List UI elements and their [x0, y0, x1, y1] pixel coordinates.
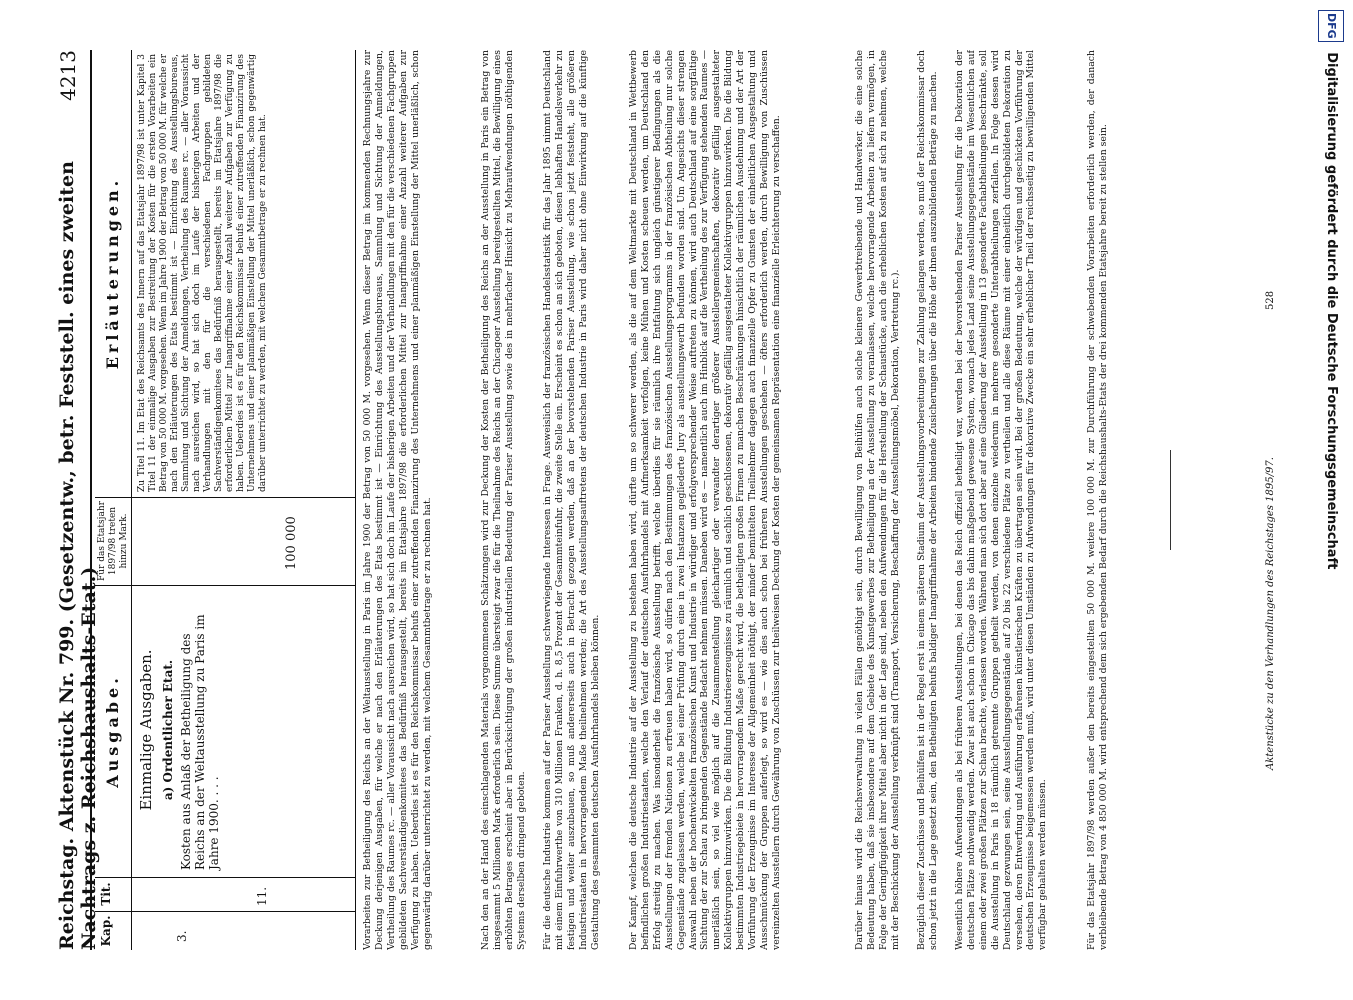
section-title: Einmalige Ausgaben.	[137, 649, 155, 811]
kap-value: 3.	[175, 930, 189, 942]
item-description: Kosten aus Anlaß der Betheiligung des Reichs an der Weltausstellung zu Paris im Jahre 1900. . . .	[179, 614, 221, 870]
subsection-title: a) Ordentlicher Etat.	[161, 659, 175, 801]
col-divider	[95, 877, 355, 878]
body-paragraph: Für das Etatsjahr 1897/98 werden außer den bereits eingestellten 50 000 M. weitere 100 000 M. zur Durchführung der schwebenden Vorarbeiten erforderlich werden, der danach verbleibende Betrag von 4 850 000 M. wird entsprechend dem sich ergebenden Bedarf durch die Reichshaushalts-Etats der drei kommenden Etatsjahre bereit zu stellen sein.	[1086, 50, 1109, 950]
col-erl-header: Erläuterungen.	[103, 176, 122, 370]
col-tit-header: Tit.	[99, 882, 113, 906]
footer-page: 528	[1265, 290, 1276, 310]
amount-value: 100 000	[284, 516, 299, 570]
page-header	[50, 50, 100, 950]
body-paragraph: Vorarbeiten zur Betheiligung des Reichs an der Weltausstellung in Paris im Jahre 1900 der Betrag von 50 000 M. vorgesehen. Wenn dieser Betrag im kommenden Rechnungsjahre zur Deckung derjenigen Ausgaben, für welche er nach den Erläuterungen des Etats bestimmt ist — Einrichtung des Ausstellungsbureaus, Sammlung und Sichtung der Anmeldungen, Vertheilung des Raumes rc. — aller Voraussicht nach ausreichen wird, so hat sich doch im Laufe der bisherigen Arbeiten und der Verhandlungen mit den für die verschiedenen Fachgruppen gebildeten Sachverständigenkomitees das Bedürfniß herausgestellt, bereits im Etatsjahre 1897/98 die erforderlichen Mittel zur Inangriffnahme einer Anzahl weiterer Aufgaben zur Verfügung zu haben. Ueberdies ist es für den Reichskommissar behufs einer zutreffenden Finanzirung des Unternehmens und einer planmäßigen Einstellung der Mittel unerläßlich, schon gegenwärtig darüber unterrichtet zu werden, mit welchem Gesammtbetrage er zu rechnen hat.	[362, 50, 433, 950]
tit-value: 11.	[255, 886, 269, 906]
dfg-credit-bar	[1318, 10, 1344, 990]
body-paragraph: Darüber hinaus wird die Reichsverwaltung in vielen Fällen genöthigt sein, durch Bewilligung von Beihülfen auch solche kleinere Gewerbtreibende und Handwerker, die eine solche Bedeutung haben, daß sie insbesondere auf dem Gebiete des Kunstgewerbes zur Betheiligung an der Ausstellung zu veranlassen, welche hervorragende Arbeiten zu liefern vermögen, in Folge der Geringfügigkeit ihrer Mittel aber nicht in der Lage sind, neben den Aufwendungen für die Herstellung der Schaustücke, auch die erheblichen Kosten auf sich zu nehmen, welche mit der Beschickung der Ausstellung verknüpft sind (Transport, Versicherung, Beschaffung der Ausstellungsmöbel, Dekoration, Vertretung rc.).	[854, 50, 901, 950]
body-paragraph: Der Kampf, welchen die deutsche Industrie auf der Ausstellung zu bestehen haben wird, dürfte um so schwerer werden, als die auf dem Weltmarkte mit Deutschland in Wettbewerb befindlichen großen Industriestaaten, welche den Verlauf der deutschen Ausfuhrhandels mit Aufmerksamkeit verfolgen, keine Mühen und Kosten scheuen werden, um Deutschland den Erfolg streitig zu machen. Was insonderheit die französische Ausstellung betrifft, welche überdies für sie räumlich ihre Entfaltung sich ungleich günstigerer Bedingungen als die Ausstellungen der fremden Nationen zu erfreuen haben wird, so dürfen nach den Bestimmungen des französischen Ausstellungsprogramms in der französischen Abtheilung nur solche Gegenstände zugelassen werden, welche bei einer Prüfung durch eine in zwei Instanzen gegliederte Jury als ausstellungswerth befunden worden sind. Um Angesichts dieser strengen Auswahl neben der hochentwickelten französischen Kunst und Industrie in würdiger und erfolgversprechender Weise auftreten zu können, wird auch Deutschland auf eine sorgfältige Sichtung der zur Schau zu bringenden Gegenstände Bedacht nehmen müssen. Daneben wird es — namentlich auch im Hinblick auf die Vertheilung des zur Verfügung stehenden Raumes — unerläßlich sein, so viel wie möglich auf die Zusammenstellung gleichartiger oder verwandter derartiger größerer Ausstellergemeinschaften, dekorativ gefällig ausgestalteter Kollektivgruppen hinzuwirken. Die die Bildung Industrieerzeugnisse zu räumlich und sachlich geschlossenen, dekorativ gefällig ausgestalteter Kollektivgruppen hinzuwirken. Die die Bildung bestimmten Industriegebiete in hervorragendem Maße gerecht wird, die betheiligten großen Firmen zu manchen Beschränkungen hinsichtlich der räumlichen Ausdehnung und der Art der Vorführung der Erzeugnisse im Interesse der Allgemeinheit nöthigt, der minder bemittelten Theilnehmer dagegen auch finanzielle Opfer zu Gunsten der einheitlichen Ausgestaltung und Ausschmückung der Gruppen auferlegt, so wird es — wie dies auch schon bei früheren Ausstellungen geschehen — öfters erforderlich werden, durch Bewilligung von Zuschüssen vereinzelten Ausstellern durch Gewährung von Zuschüssen zur theilweisen Deckung der Kosten der gemeinsamen Repräsentation eine finanzielle Erleichterung zu verschaffen.	[628, 50, 782, 950]
dfg-logo: DFG	[1318, 10, 1344, 42]
body-paragraph: Wesentlich höhere Aufwendungen als bei früheren Ausstellungen, bei denen das Reich offiziell betheiligt war, werden bei der bevorstehenden Pariser Ausstellung für die Dekoration der deutschen Plätze nothwendig werden. Zwar ist auch schon in Chicago das bis dahin maßgebend gewesene System, wonach jedes Land seine Ausstellungsgegenstände im Wesentlichen auf einem oder zwei großen Plätzen zur Schau brachte, verlassen worden. Während man sich dort aber auf eine Gliederung der Ausstellung in 13 gesonderte Fachabtheilungen beschränkte, soll die Ausstellung in Paris in 18 räumlich getrennte Gruppen getheilt werden, von denen einzelne wiederum in mehrere gesonderte Unterabtheilungen zerfallen. In Folge dessen wird Deutschland gezwungen sein, seine Ausstellungsgegenstände auf 20 bis 22 verschiedene Plätze zu vertheilen und alle diese Räume mit einer einheitlich durchgebildeten Dekoration zu versehen, deren Entwerfung und Ausführung erfahrenen künstlerischen Kräften zu übertragen sein wird. Bei der großen Bedeutung, welche der würdigen und geschickten Vorführung der deutschen Erzeugnisse beigemessen werden muß, wird unter diesen Umständen zu Aufwendungen für dekorative Zwecke ein sehr erheblicher Theil der reichsseitig zu bewilligenden Mittel verfügbar gehalten werden müssen.	[954, 50, 1049, 950]
col-mark-header: Für das Etatsjahr 1897/98 treten hinzu Mark.	[97, 501, 129, 581]
col-kap-header: Kap.	[99, 915, 113, 947]
document-page	[50, 50, 1300, 950]
budget-table	[95, 50, 355, 950]
page-separator	[1170, 450, 1171, 550]
col-divider	[95, 911, 355, 912]
header-title: Reichstag. Aktenstück Nr. 799. (Gesetzentw., betr. Feststell. eines zweiten Nachtrags z. Reichshaushalts-Etat.)	[56, 161, 100, 950]
dfg-credit-text: Digitalisierung gefördert durch die Deutsche Forschungsgemeinschaft	[1324, 52, 1339, 570]
col-divider	[95, 585, 355, 586]
header-rule	[90, 50, 92, 950]
footer-left: Aktenstücke zu den Verhandlungen des Reichstages 1895/97.	[1265, 457, 1276, 770]
body-paragraph: Bezüglich dieser Zuschüsse und Beihülfen ist in der Regel erst in einem späteren Stadium der Ausstellungsvorbereitungen zur Zahlung gelangen werden, so muß der Reichskommissar doch schon jetzt in die Lage gesetzt sein, den Betheiligten behufs baldiger Inangriffnahme der Arbeiten bindende Zusicherungen über die Höhe der ihnen auszubildenden Beträge zu machen.	[916, 50, 939, 950]
body-paragraph: Für die deutsche Industrie kommen auf der Pariser Ausstellung schwerwiegende Interessen in Frage. Ausweislich der französischen Handelsstatistik für das Jahr 1895 nimmt Deutschland mit einem Einfuhrwerthe von 310 Millionen Franken, d. h. 8,5 Prozent der Gesammteinfuhr, die zweite Stelle ein. Erscheint es schon an sich geboten, diesen lebhaften Handelsverkehr zu festigen und weiter auszubauen, so muß andererseits auch in Betracht gezogen werden, daß an der bevorstehenden Pariser Ausstellung, wie schon jetzt feststeht, alle größeren Industriestaaten in hervorragendem Maße theilnehmen werden; die Art des Ausstellungsauftretens der deutschen Industrie in Paris wird daher nicht ohne Einwirkung auf die künftige Gestaltung des gesammten deutschen Ausfuhrhandels bleiben können.	[542, 50, 601, 950]
body-paragraph: Nach den an der Hand des einschlagenden Materials vorgenommenen Schätzungen wird zur Deckung der Kosten der Betheiligung des Reichs an der Ausstellung in Paris ein Betrag von insgesammt 5 Millionen Mark erforderlich sein. Diese Summe übersteigt zwar die für die Theilnahme des Reichs an der Chicagoer Ausstellung bereitgestellten Mittel, die Bewilligung eines erhöhten Betrages erscheint aber in Berücksichtigung der großen industriellen Bedeutung der Pariser Ausstellung sowie des in mehrfacher Hinsicht zu Mehraufwendungen nöthigenden Systems derselben dringend geboten.	[480, 50, 527, 950]
table-header-rule	[131, 50, 132, 950]
explanation-text: Zu Titel 11. Im Etat des Reichsamts des Innern auf das Etatsjahr 1897/98 ist unter Kapitel 3 Titel 11 der einmalige Ausgaben zur Bestreitung der Kosten für die ersten Vorarbeiten ein Betrag von 50 000 M. vorgesehen. Wenn im Jahre 1900 der Betrag von 50 000 M. für welche er nach den Erläuterungen des Etats bestimmt ist — Einrichtung des Ausstellungsbureaus, Sammlung und Sichtung der Anmeldungen, Vertheilung des Raumes rc. — aller Voraussicht nach ausreichen wird, so hat sich doch im Laufe der bisherigen Arbeiten und der Verhandlungen mit den für die verschiedenen Fachgruppen gebildeten Sachverständigenkomitees das Bedürfniß herausgestellt, bereits im Etatsjahre 1897/98 die erforderlichen Mittel zur Inangriffnahme einer Anzahl weiterer Aufgaben zur Verfügung zu haben. Ueberdies ist es für den Reichskommissar behufs einer zutreffenden Finanzirung des Unternehmens und einer planmäßigen Einstellung der Mittel unerläßlich, schon gegenwärtig darüber unterrichtet zu werden, mit welchem Gesammtbetrage er zu rechnen hat.	[137, 54, 268, 492]
header-page-number: 4213	[56, 50, 80, 101]
col-ausgabe-header: Ausgabe.	[103, 674, 122, 788]
col-divider	[95, 497, 355, 498]
table-bottom-rule	[355, 50, 356, 950]
